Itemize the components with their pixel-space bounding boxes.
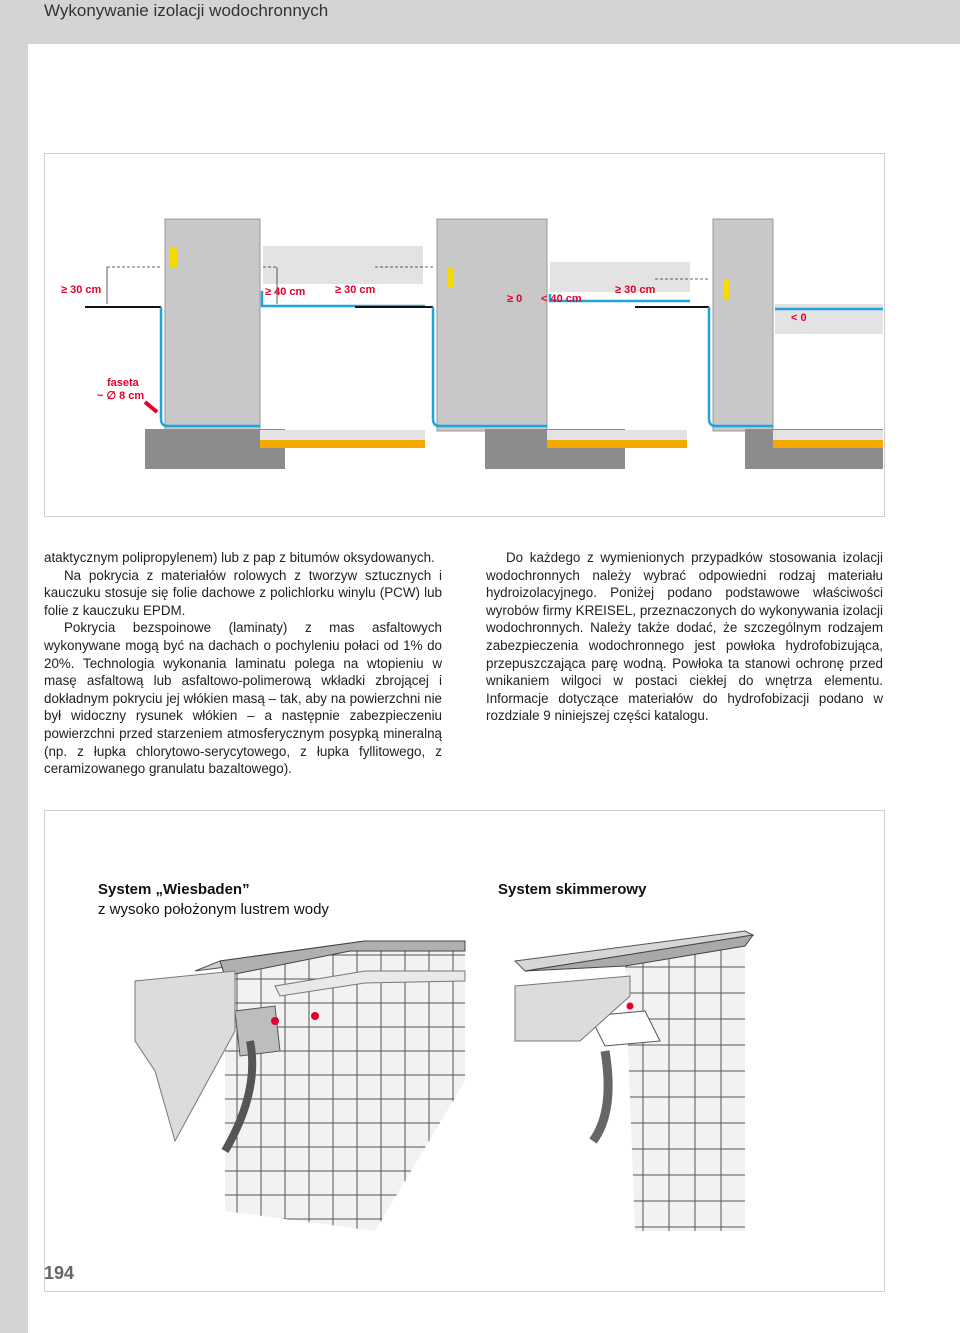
dim-d3-left: ≥ 30 cm xyxy=(615,284,656,296)
page-number: 194 xyxy=(44,1263,75,1283)
left-paragraph-3: Pokrycia bezspoinowe (laminaty) z mas asfaltowych wykonywane mogą być na dachach o pochyleniu połaci od 1% do 20%. Technologia wykonania laminatu polega na wtopieniu w masę asfaltową lub asfaltowo-polimerową wkładki zbrojącej i dokładnym pokryciu jej włókien masą – tak, aby na powierzchni nie był widoczny rysunek włókien – a następnie zabezpieczeniu powierzchni przed starzeniem atmosferycznym posypką mineralną (np. z łupka chlorytowo-serycytowego, z łupka fyllitowego, z ceramizowanego granulatu bazaltowego). xyxy=(44,620,442,777)
pool-systems-drawing xyxy=(45,811,884,1291)
wiesbaden-subtitle: z wysoko położonym lustrem wody xyxy=(98,901,329,918)
figure-pool-systems xyxy=(44,810,885,1292)
side-margin-bar xyxy=(0,44,28,1333)
left-text-column xyxy=(44,549,442,778)
page-header-title: Wykonywanie izolacji wodochronnych xyxy=(44,1,329,20)
left-paragraph-2: Na pokrycia z materiałów rolowych z tworzyw sztucznych i kauczuku stosuje się folie dachowe z polichlorku winylu (PCW) lub folie z kauczuku EPDM. xyxy=(44,567,442,618)
right-text-column xyxy=(486,549,883,725)
faseta-label: faseta xyxy=(107,377,139,389)
dim-d2-left: ≥ 30 cm xyxy=(335,284,376,296)
skimmer-title: System skimmerowy xyxy=(498,881,647,898)
dim-d2-right-a: ≥ 0 xyxy=(507,293,523,305)
dim-d1-right: ≥ 40 cm xyxy=(265,286,306,298)
dim-d2-right-b: < 40 cm xyxy=(541,293,582,305)
faseta-size-label: ~ ∅ 8 cm xyxy=(97,390,145,402)
wiesbaden-drawing xyxy=(135,941,465,1231)
wiesbaden-title: System „Wiesbaden” xyxy=(98,881,250,898)
right-paragraph-1: Do każdego z wymienionych przypadków stosowania izolacji wodochronnych należy wybrać odpowiedni rodzaj materiału hydroizolacyjnego. Poniżej podano podstawowe właściwości wyrobów firmy KREISEL, przeznaczonych do wykonywania izolacji wodochronnych. Należy także dodać, że szczególnym rodzajem zabezpieczenia wodochronnego jest powłoka hydrofobizująca, przepuszczająca parę wodną. Powłoka ta stanowi ochronę przed wnikaniem wilgoci w postaci ciekłej do wnętrza elementu. Informacje dotyczące materiałów do hydrofobizacji podano w rozdziale 9 niniejszej części katalogu. xyxy=(486,550,883,724)
left-paragraph-1: ataktycznym polipropylenem) lub z pap z bitumów oksydowanych. xyxy=(44,550,435,565)
faseta-arrow-icon xyxy=(145,402,157,412)
detail-drawing xyxy=(45,154,884,516)
figure-waterproofing-details xyxy=(44,153,885,517)
skimmer-drawing xyxy=(515,931,753,1231)
dim-d3-right: < 0 xyxy=(791,312,807,324)
dim-d1-left: ≥ 30 cm xyxy=(61,284,102,296)
detail-1 xyxy=(61,219,425,469)
